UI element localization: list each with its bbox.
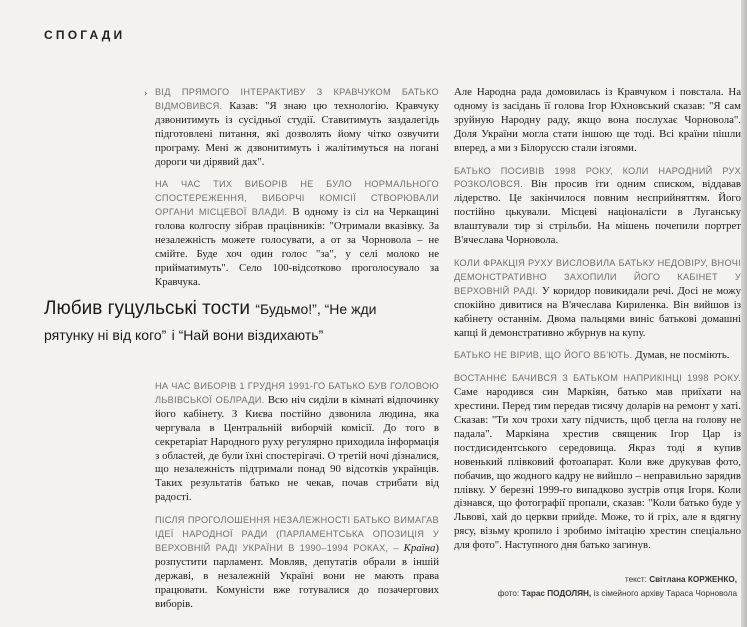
left-column-bottom <box>155 380 439 621</box>
paragraph <box>155 86 439 169</box>
photo-credit-label: фото: <box>497 589 520 598</box>
paragraph-text: ) розпустити парламент. Мовляв, депутатів обрали в іншій державі, в незалежній Україні вони не мають права працювати. Комуністи вже готувалися до позачергових виборів. <box>155 541 439 610</box>
paragraph-text: Він просив іти одним списком, віддавав лідерство. Це закінчилося повним несприйняттям. Його постійно цькували. Місцеві націоналісти в Луганську влаштували тир зі стрільби. На мішень почепили портрет В'ячеслава Чорновола. <box>454 178 741 247</box>
paragraph-text: Казав: "Я знаю цю технологію. Кравчуку дзвонитимуть із сусідньої студії. Ставитимуть заздалегідь підготовлені питання, які дозволять йому чітко озвучити програму. Мені ж дзвонитимуть і жалітимуться на погані дороги чи дірявий дах". <box>155 99 439 168</box>
paragraph-lead: ВІД ПРЯМОГО ІНТЕРАКТИВУ З КРАВЧУКОМ БАТЬКО ВІДМОВИВСЯ. <box>155 87 439 111</box>
paragraph-marker-icon: › <box>144 88 148 99</box>
paragraph <box>155 514 439 611</box>
headline-quote: “Будьмо!”, “Не жди <box>255 301 377 317</box>
credits <box>498 573 737 601</box>
photo-credit-note: із сімейного архіву Тараса Чорновола <box>593 589 737 598</box>
paragraph <box>454 349 741 363</box>
pull-headline <box>44 296 444 348</box>
photo-credit <box>498 587 737 601</box>
headline-quote: і “Най вони віздихають” <box>171 327 324 343</box>
paragraph-text: Саме народився син Маркіян, батько мав приїхати на хрестини. Перед тим передав тисячу доларів на ремонт у хаті. Сказав: "Ти хоч трохи хату підчисть, щоб цегла на голову не падала". Маркіяна хрестив священик Ігор Цар із постдисидентського середовища. Якраз тоді я купив новенький плівковий фотоапарат. Коли вже друкував фото, побачив, що жодного кадру не вийшло – неправильно зарядив плівку. У березні 1999-го випадково зустрів отця Ігоря. Коли дізнався, що фотографії пропали, сказав: "Коли батько буде у Львові, хай до церкви прийде. Може, то й гріх, але я вдягну рясу, візьму кропило і зробимо імітацію хрестин спеціально для фото". Наступного дня батько загинув. <box>454 386 741 552</box>
paragraph <box>155 380 439 505</box>
right-column <box>454 86 741 562</box>
paragraph-lead: БАТЬКО НЕ ВІРИВ, ЩО ЙОГО ВБ'ЮТЬ. <box>454 350 633 361</box>
paragraph-lead: ПІСЛЯ ПРОГОЛОШЕННЯ НЕЗАЛЕЖНОСТІ БАТЬКО ВИМАГАВ ІДЕЇ НАРОДНОЇ РАДИ (ПАРЛАМЕНТСЬКА ОПОЗИЦІЯ У ВЕРХОВНІЙ РАДІ УКРАЇНИ В 1990–1994 РОКАХ, – <box>155 515 439 553</box>
paragraph <box>155 178 439 289</box>
page-edge <box>741 0 747 627</box>
paragraph-lead: НА ЧАС ВИБОРІВ 1 ГРУДНЯ 1991-ГО БАТЬКО БУВ ГОЛОВОЮ ЛЬВІВСЬКОЇ ОБЛРАДИ. <box>155 381 439 405</box>
left-column-top <box>155 86 439 299</box>
paragraph <box>454 165 741 248</box>
paragraph-text: Але Народна рада домовилась із Кравчуком і повстала. На одному із засідань її голова Ігор Юхновський сказав: "Я сам зруйную Народну раду, якщо вона послухає Чорновола". Доля України могла стати іншою ще тоді. Всі країни пішли вперед, а ми з Білорусcю стали ізгоями. <box>454 86 741 154</box>
text-credit-author: Світлана КОРЖЕНКО, <box>649 575 737 584</box>
section-label: СПОГАДИ <box>44 28 126 42</box>
paragraph <box>454 372 741 553</box>
paragraph-lead: ВОСТАННЄ БАЧИВСЯ З БАТЬКОМ НАПРИКІНЦІ 1998 РОКУ. <box>454 373 741 384</box>
text-credit-label: текст: <box>624 575 647 584</box>
paragraph-lead: КОЛИ ФРАКЦІЯ РУХУ ВИСЛОВИЛА БАТЬКУ НЕДОВІРУ, ВНОЧІ ДЕМОНСТРАТИВНО ЗАХОПИЛИ ЙОГО КАБІНЕТ У ВЕРХОВНІЙ РАДІ. <box>454 257 741 296</box>
paragraph-text: Думав, не посміють. <box>635 349 730 362</box>
photo-credit-author: Тарас ПОДОЛЯН, <box>521 589 592 598</box>
paragraph-italic: Країна <box>403 541 436 554</box>
paragraph <box>454 257 741 340</box>
paragraph-lead: БАТЬКО ПОСИВІВ 1998 РОКУ, КОЛИ НАРОДНИЙ РУХ РОЗКОЛОВСЯ. <box>454 165 741 190</box>
text-credit <box>498 573 737 587</box>
paragraph-text: В одному із сіл на Черкащині голова колгоспу зібрав працівників: "Отримали вказівку. За незалежність можете голосувати, а от за Чорновола – не смійте. Буде хоч один голос "за", у селі молоко не прийматимуть". Село 100-відсотково проголосувало за Кравчука. <box>155 206 439 288</box>
paragraph-text: Всю ніч сиділи в кімнаті відпочинку його кабінету. З Києва постійно дзвонила людина, яка чергувала в Центральній виборчій комісії. До того в секретаріат Народного руху регулярно приходила інформація з областей, де були їхні спостерігачі. О третій ночі дізналися, що незалежність підтримали понад 90 відсотків українців. Таких результатів батько не чекав, почав стрибати від радості. <box>155 393 439 504</box>
paragraph-lead: НА ЧАС ТИХ ВИБОРІВ НЕ БУЛО НОРМАЛЬНОГО СПОСТЕРЕЖЕННЯ, ВИБОРЧІ КОМІСІЇ СТВОРЮВАЛИ ОРГАНИ МІСЦЕВОЇ ВЛАДИ. <box>155 179 439 218</box>
headline-main: Любив гуцульські тости <box>44 298 251 319</box>
paragraph-text: У коридор повикидали речі. Досі не можу спокійно дивитися на В'ячеслава Кириленка. Він вийшов із кабінету останнім. Двома пальцями виніс батькові домашні капці й демонстративно жбурнув на купу. <box>454 284 742 339</box>
paragraph <box>454 86 741 156</box>
headline-quote: рятунку ні від кого” <box>44 327 167 343</box>
